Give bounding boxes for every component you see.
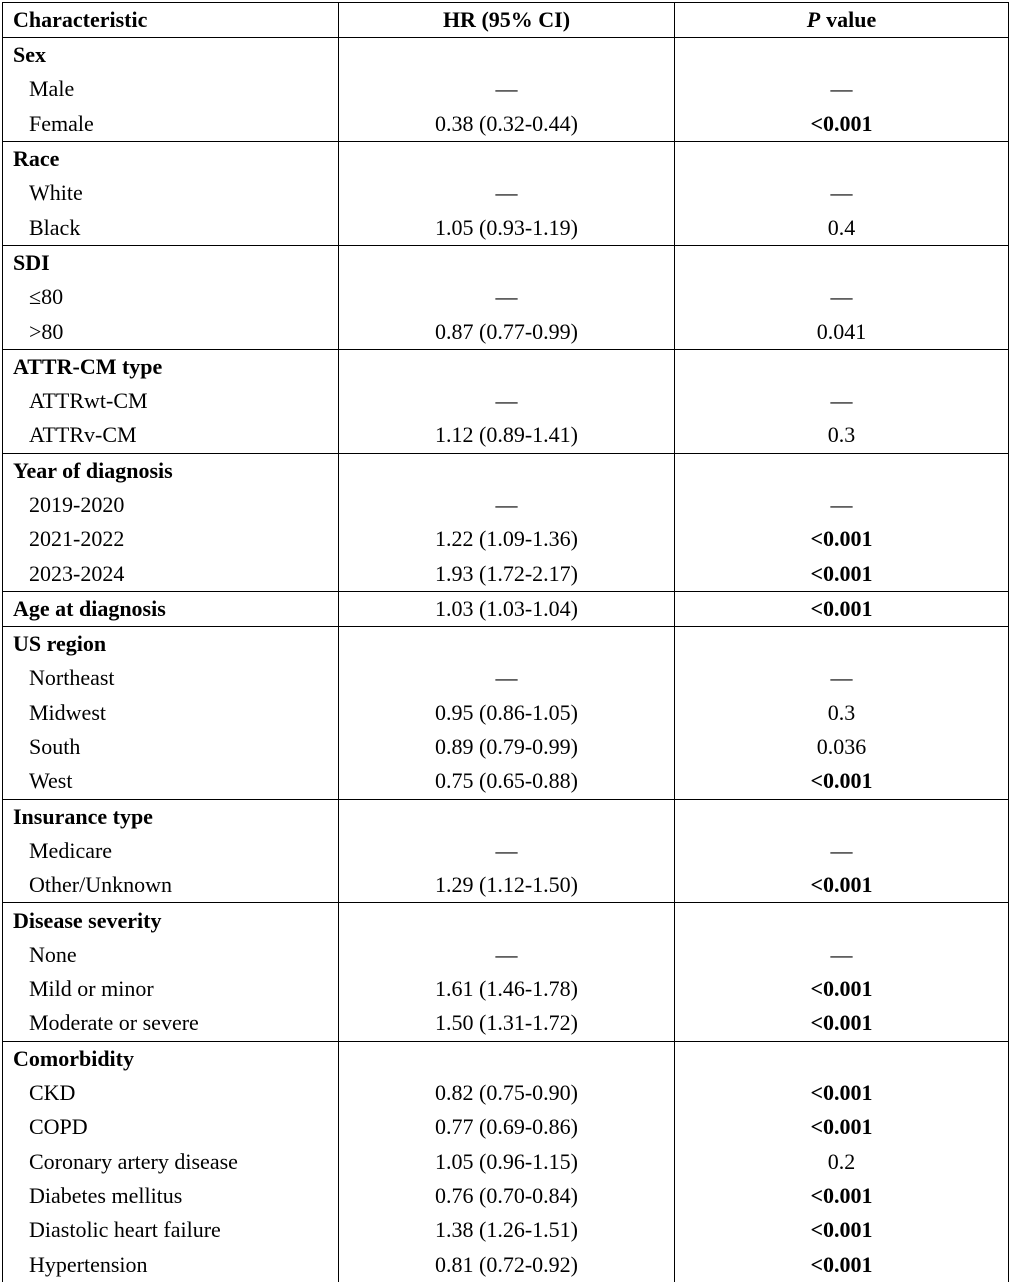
group-title: US region [3, 627, 339, 661]
group-title-row [3, 627, 1008, 661]
table-row [3, 1110, 1008, 1144]
hr-cell: 1.05 (0.93-1.19) [339, 210, 675, 244]
row-label: Diastolic heart failure [3, 1213, 339, 1247]
hr-cell: 1.12 (0.89-1.41) [339, 418, 675, 452]
row-label: South [3, 730, 339, 764]
p-value-cell: <0.001 [810, 1251, 873, 1277]
group-title: Insurance type [3, 800, 339, 834]
table-row [3, 280, 1008, 314]
p-value-cell: <0.001 [810, 560, 873, 586]
hr-cell [339, 246, 675, 280]
p-value-cell: <0.001 [810, 526, 873, 552]
row-label: ATTRv-CM [3, 418, 339, 452]
row-label: Diabetes mellitus [3, 1179, 339, 1213]
hr-cell: — [339, 488, 675, 522]
row-label: Male [3, 72, 339, 106]
group-title: Age at diagnosis [3, 592, 339, 626]
table-group [3, 350, 1008, 454]
hr-cell [339, 350, 675, 384]
table-header [3, 3, 1008, 38]
p-value-cell: 0.041 [816, 318, 867, 344]
hr-cell: 1.93 (1.72-2.17) [339, 556, 675, 590]
p-value-cell: — [830, 284, 853, 310]
row-label: 2019-2020 [3, 488, 339, 522]
p-value-cell [675, 38, 1008, 72]
group-title-row [3, 246, 1008, 280]
header-p-value [675, 3, 1008, 37]
row-label: 2021-2022 [3, 522, 339, 556]
hr-cell: 0.89 (0.79-0.99) [339, 730, 675, 764]
group-title-row [3, 800, 1008, 834]
hr-cell: 1.61 (1.46-1.78) [339, 972, 675, 1006]
group-title: Race [3, 142, 339, 176]
row-label: Northeast [3, 661, 339, 695]
p-value-cell: — [830, 941, 853, 967]
p-value-cell: <0.001 [810, 1182, 873, 1208]
hr-cell [339, 800, 675, 834]
row-label: 2023-2024 [3, 556, 339, 590]
row-label: CKD [3, 1076, 339, 1110]
hr-cell [339, 903, 675, 937]
hr-cell: 0.82 (0.75-0.90) [339, 1076, 675, 1110]
table-row [3, 418, 1008, 452]
hr-cell: 1.03 (1.03-1.04) [339, 592, 675, 626]
hr-cell: — [339, 661, 675, 695]
p-value-cell: 0.3 [827, 422, 856, 448]
table-row [3, 384, 1008, 418]
group-title: Disease severity [3, 903, 339, 937]
table-row [3, 210, 1008, 244]
table-group [3, 454, 1008, 592]
p-value-cell: <0.001 [810, 1217, 873, 1243]
group-title: SDI [3, 246, 339, 280]
hazard-ratio-table [2, 2, 1009, 1282]
table-row [3, 556, 1008, 590]
p-value-cell: <0.001 [810, 1010, 873, 1036]
header-p-rest: value [826, 7, 877, 32]
row-label: West [3, 764, 339, 798]
group-title-row [3, 903, 1008, 937]
p-value-cell: <0.001 [810, 976, 873, 1002]
hr-cell: 1.22 (1.09-1.36) [339, 522, 675, 556]
p-value-cell [675, 627, 1008, 661]
table-group [3, 800, 1008, 904]
row-label: >80 [3, 314, 339, 348]
hr-cell [339, 454, 675, 488]
p-value-cell: — [830, 492, 853, 517]
hr-cell: — [339, 938, 675, 972]
table-row [3, 176, 1008, 210]
group-title-row [3, 350, 1008, 384]
p-value-cell [675, 800, 1008, 834]
table-row [3, 1179, 1008, 1213]
p-value-cell: — [830, 76, 853, 102]
table-row [3, 696, 1008, 730]
p-value-cell [675, 142, 1008, 176]
table-row [3, 314, 1008, 348]
p-value-cell: 0.4 [827, 214, 856, 240]
table-row [3, 522, 1008, 556]
p-value-cell: <0.001 [810, 1114, 873, 1140]
p-value-cell: — [830, 665, 853, 691]
table-row [3, 868, 1008, 902]
table-row [3, 1213, 1008, 1247]
table-row [3, 1076, 1008, 1110]
row-label: Midwest [3, 696, 339, 730]
table-group [3, 1042, 1008, 1282]
row-label: Hypertension [3, 1247, 339, 1281]
hr-cell: 1.38 (1.26-1.51) [339, 1213, 675, 1247]
table-body [3, 38, 1008, 1282]
table-row [3, 972, 1008, 1006]
table-row [3, 107, 1008, 141]
p-value-cell: 0.2 [827, 1148, 856, 1174]
hr-cell: — [339, 72, 675, 106]
p-value-cell: <0.001 [810, 872, 873, 898]
row-label: Coronary artery disease [3, 1145, 339, 1179]
group-title-row [3, 592, 1008, 626]
row-label: None [3, 938, 339, 972]
table-row [3, 730, 1008, 764]
hr-cell: 0.38 (0.32-0.44) [339, 107, 675, 141]
group-title-row [3, 454, 1008, 488]
p-value-cell [675, 350, 1008, 384]
row-label: White [3, 176, 339, 210]
hr-cell: 1.29 (1.12-1.50) [339, 868, 675, 902]
table-row [3, 1006, 1008, 1040]
p-value-cell: <0.001 [810, 110, 873, 136]
hr-cell: 0.87 (0.77-0.99) [339, 314, 675, 348]
p-value-cell [675, 246, 1008, 280]
hr-cell [339, 142, 675, 176]
table-row [3, 1145, 1008, 1179]
header-characteristic: Characteristic [3, 3, 339, 37]
row-label: Medicare [3, 834, 339, 868]
row-label: ≤80 [3, 280, 339, 314]
hr-cell [339, 1042, 675, 1076]
header-p-italic: P [806, 7, 821, 32]
hr-cell: 1.05 (0.96-1.15) [339, 1145, 675, 1179]
row-label: Black [3, 210, 339, 244]
hr-cell [339, 627, 675, 661]
row-label: Mild or minor [3, 972, 339, 1006]
hr-cell: 1.50 (1.31-1.72) [339, 1006, 675, 1040]
group-title-row [3, 38, 1008, 72]
group-title: Year of diagnosis [3, 454, 339, 488]
row-label: ATTRwt-CM [3, 384, 339, 418]
hr-cell: — [339, 384, 675, 418]
p-value-cell: 0.3 [827, 699, 856, 725]
p-value-cell: <0.001 [810, 595, 873, 621]
p-value-cell: — [830, 180, 853, 206]
group-title-row [3, 142, 1008, 176]
row-label: Moderate or severe [3, 1006, 339, 1040]
p-value-cell: — [830, 388, 853, 414]
table-row [3, 488, 1008, 522]
table-group [3, 903, 1008, 1041]
group-title: Sex [3, 38, 339, 72]
row-label: Other/Unknown [3, 868, 339, 902]
group-title: ATTR-CM type [3, 350, 339, 384]
table-group [3, 627, 1008, 799]
p-value-cell: — [830, 837, 853, 863]
table-row [3, 834, 1008, 868]
p-value-cell [675, 903, 1008, 937]
table-group [3, 592, 1008, 627]
table-row [3, 72, 1008, 106]
hr-cell: 0.95 (0.86-1.05) [339, 696, 675, 730]
hr-cell: — [339, 834, 675, 868]
group-title: Comorbidity [3, 1042, 339, 1076]
hr-cell: 0.77 (0.69-0.86) [339, 1110, 675, 1144]
table-row [3, 764, 1008, 798]
hr-cell: — [339, 280, 675, 314]
header-hr: HR (95% CI) [339, 3, 675, 37]
row-label: COPD [3, 1110, 339, 1144]
p-value-cell: <0.001 [810, 1080, 873, 1106]
hr-cell: 0.76 (0.70-0.84) [339, 1179, 675, 1213]
hr-cell: 0.75 (0.65-0.88) [339, 764, 675, 798]
hr-cell: 0.81 (0.72-0.92) [339, 1247, 675, 1281]
table-row [3, 661, 1008, 695]
table-group [3, 142, 1008, 246]
p-value-cell: 0.036 [816, 734, 867, 760]
hr-cell [339, 38, 675, 72]
p-value-cell [675, 1042, 1008, 1076]
row-label: Female [3, 107, 339, 141]
table-row [3, 1247, 1008, 1281]
p-value-cell [675, 454, 1008, 488]
table-group [3, 38, 1008, 142]
group-title-row [3, 1042, 1008, 1076]
p-value-cell: <0.001 [810, 768, 873, 794]
table-row [3, 938, 1008, 972]
table-group [3, 246, 1008, 350]
hr-cell: — [339, 176, 675, 210]
